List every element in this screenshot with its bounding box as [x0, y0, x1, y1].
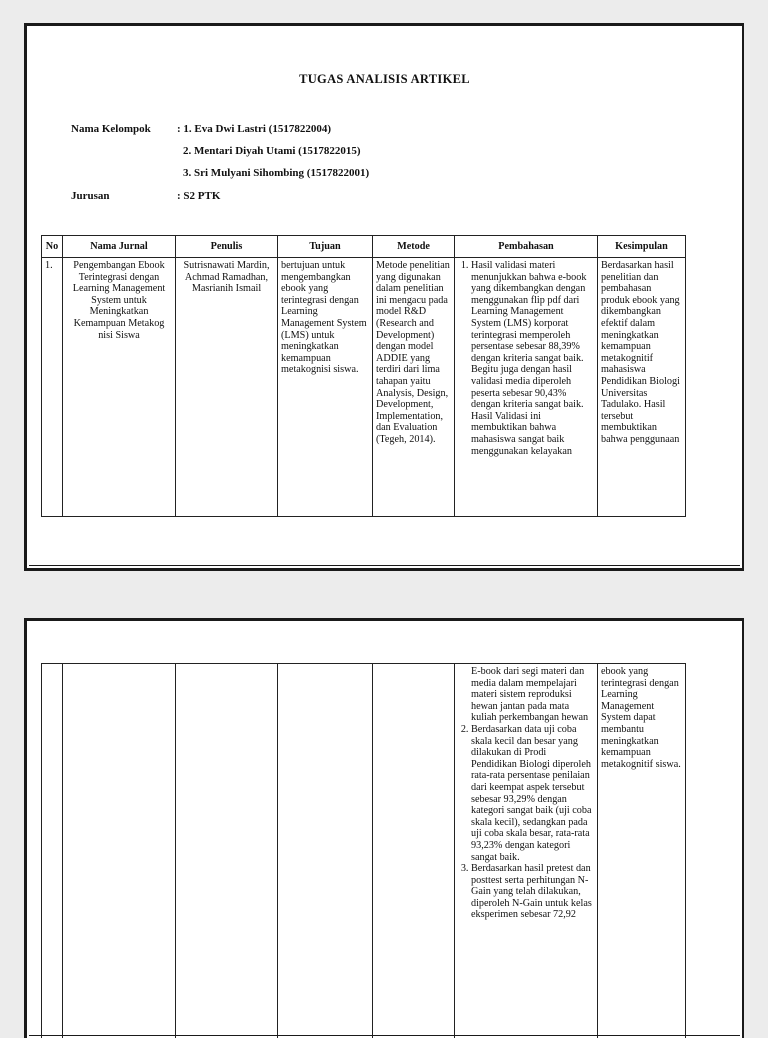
cell-no: 1. [42, 258, 63, 517]
cell-tujuan: bertujuan untuk mengembangkan ebook yang terintegrasi dengan Learning Management System (LMS) untuk meningkatkan kemampuan metakognisi siswa. [278, 258, 373, 517]
cell-no [42, 664, 63, 1038]
cell-kesimpulan: Berdasarkan hasil penelitian dan pembahasan produk ebook yang dikembangkan efektif dalam meningkatkan kemampuan metakognitif mahasiswa Pendidikan Biologi Universitas Tadulako. Hasil tersebut membuktikan bahwa penggunaan [598, 258, 686, 517]
pembahasan-item-3: 3. Berdasarkan hasil pretest dan posttest serta perhitungan N-Gain yang telah dilakukan, diperoleh N-Gain untuk kelas eksperimen sebesar 72,92 [471, 863, 594, 921]
header-kesimpulan: Kesimpulan [598, 236, 686, 258]
pembahasan-item-1-cont: E-book dari segi materi dan media dalam mempelajari materi sistem reproduksi hewan jantan pada mata kuliah perkembangan hewan [471, 666, 594, 724]
cell-penulis: Sutrisnawati Mardin, Achmad Ramadhan, Masrianih Ismail [176, 258, 278, 517]
dept-label: Jurusan [71, 190, 110, 202]
document-page-1 [24, 23, 744, 571]
document-title: TUGAS ANALISIS ARTIKEL [27, 72, 742, 87]
cell-nama-jurnal: Pengembangan Ebook Terintegrasi dengan Learning Management System untuk Meningkatkan Kemampuan Metakog nisi Siswa [63, 258, 176, 517]
cell-metode [373, 664, 455, 1038]
cell-pembahasan [455, 664, 598, 1038]
cell-nama-jurnal [63, 664, 176, 1038]
cell-metode: Metode penelitian yang digunakan dalam penelitian ini mengacu pada model R&D (Research and Development) dengan model ADDIE yang terdiri dari lima tahapan yaitu Analysis, Design, Development, Implementation, dan Evaluation (Tegeh, 2014). [373, 258, 455, 517]
group-label: Nama Kelompok [71, 123, 151, 135]
pembahasan-item-2: 2. Berdasarkan data uji coba skala kecil dan besar yang dilakukan di Prodi Pendidikan Biologi diperoleh rata-rata persentase penilaian dari keempat aspek tersebut sebesar 93,29% dengan kategori sangat baik (uji coba skala kecil), sedangkan pada uji coba skala besar, rata-rata 93,23% dengan kategori sangat baik. [471, 724, 594, 863]
header-nama-jurnal: Nama Jurnal [63, 236, 176, 258]
table-header-row [42, 236, 686, 258]
pembahasan-item-1: 1. Hasil validasi materi menunjukkan bahwa e-book yang dikembangkan dengan menggunakan flip pdf dari Learning Management System (LMS) korporat terintegrasi memperoleh persentase sebesar 88,39% dengan kriteria sangat baik. Begitu juga dengan hasil validasi media diperoleh peserta sebesar 90,43% dengan kriteria sangat baik. Hasil Validasi ini membuktikan bahwa mahasiswa sangat baik menggunakan kelayakan [471, 260, 594, 457]
cell-tujuan [278, 664, 373, 1038]
header-tujuan: Tujuan [278, 236, 373, 258]
cell-pembahasan [455, 258, 598, 517]
table-row [42, 258, 686, 517]
member-1: : 1. Eva Dwi Lastri (1517822004) [177, 123, 331, 135]
analysis-table [41, 235, 686, 517]
dept-value: : S2 PTK [177, 190, 220, 202]
table-row [42, 664, 686, 1038]
header-penulis: Penulis [176, 236, 278, 258]
analysis-table-continued [41, 663, 686, 1038]
cell-penulis [176, 664, 278, 1038]
cell-kesimpulan: ebook yang terintegrasi dengan Learning Management System dapat membantu meningkatkan kemampuan metakognitif siswa. [598, 664, 686, 1038]
header-metode: Metode [373, 236, 455, 258]
document-page-2 [24, 618, 744, 1038]
member-2: 2. Mentari Diyah Utami (1517822015) [183, 145, 361, 157]
header-pembahasan: Pembahasan [455, 236, 598, 258]
member-3: 3. Sri Mulyani Sihombing (1517822001) [183, 167, 369, 179]
header-no: No [42, 236, 63, 258]
